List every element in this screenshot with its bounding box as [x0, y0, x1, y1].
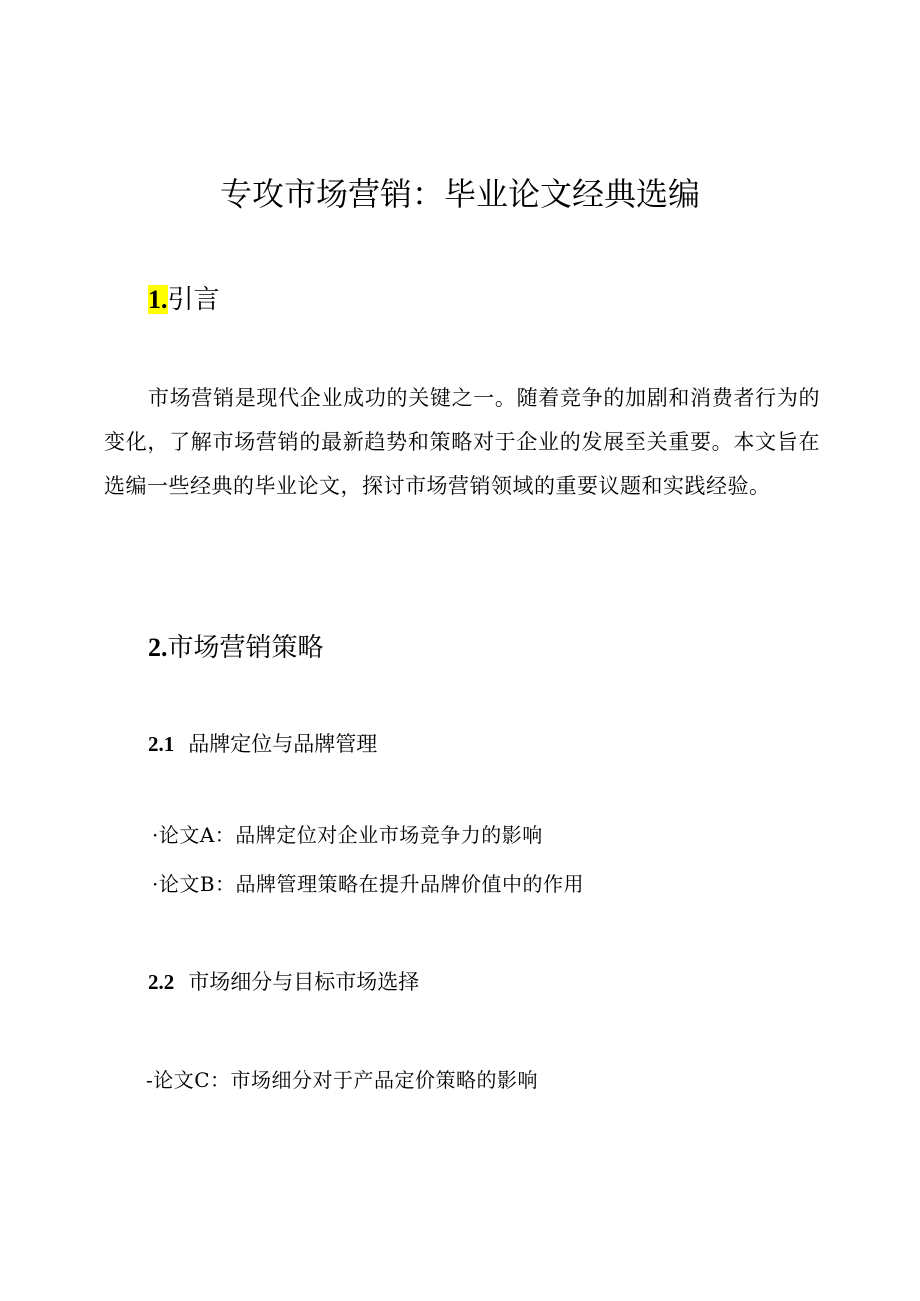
list-item: ·论文A：品牌定位对企业市场竞争力的影响	[152, 823, 543, 847]
subsection-2-1-number: 2.1	[148, 732, 175, 756]
list-item: -论文C：市场细分对于产品定价策略的影响	[146, 1068, 539, 1092]
subsection-2-2-number: 2.2	[148, 970, 175, 994]
section-1-label: 引言	[167, 285, 220, 315]
subsection-2-2-label: 市场细分与目标市场选择	[188, 970, 420, 994]
section-1-heading	[148, 282, 220, 318]
subsection-2-1-heading	[148, 729, 377, 759]
section-1-number: 1.	[148, 285, 168, 314]
section-2-heading	[148, 630, 324, 666]
list-item: ·论文B：品牌管理策略在提升品牌价值中的作用	[152, 872, 585, 896]
subsection-2-1-label: 品牌定位与品牌管理	[188, 732, 378, 756]
intro-paragraph: 市场营销是现代企业成功的关键之一。随着竞争的加剧和消费者行为的变化，了解市场营销的最新趋势和策略对于企业的发展至关重要。本文旨在选编一些经典的毕业论文，探讨市场营销领域的重要议题和实践经验。	[104, 386, 820, 498]
document-title: 专攻市场营销：毕业论文经典选编	[219, 175, 700, 213]
section-2-number: 2.	[148, 633, 168, 662]
subsection-2-2-heading	[148, 967, 419, 997]
section-2-label: 市场营销策略	[167, 633, 324, 663]
